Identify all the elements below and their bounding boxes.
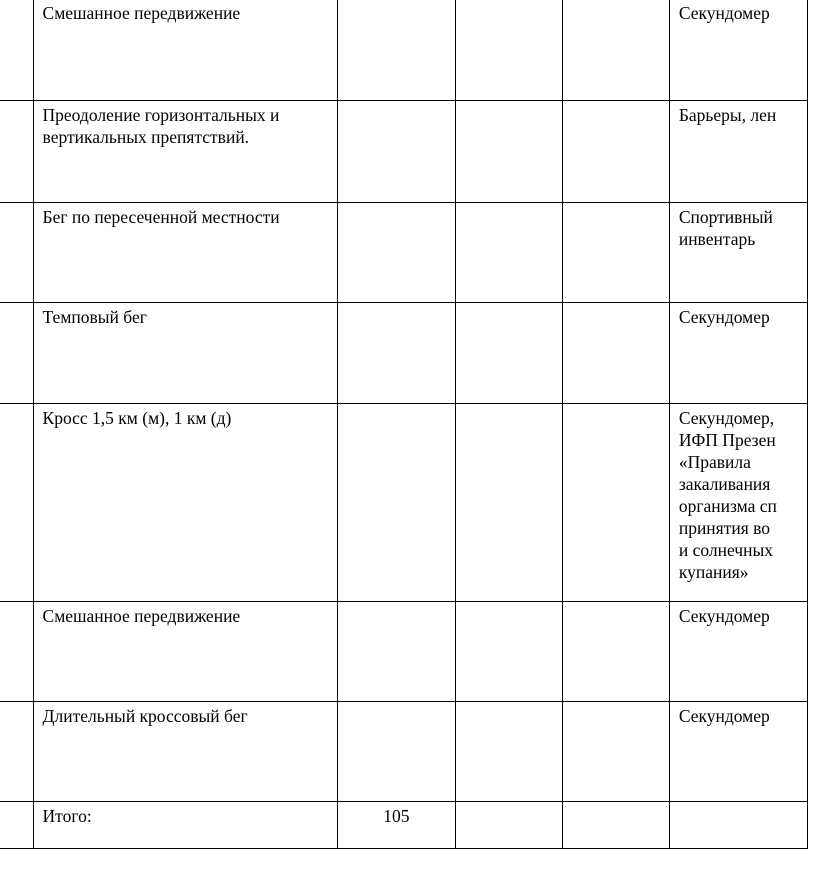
hours-cell [337,0,455,101]
index-cell [0,303,33,404]
empty-cell [563,101,669,203]
empty-cell [563,602,669,702]
table-row [0,0,808,101]
empty-cell [456,602,563,702]
topic-cell: Кросс 1,5 км (м), 1 км (д) [33,404,337,602]
empty-cell [456,404,563,602]
index-cell [0,0,33,101]
empty-cell [456,0,563,101]
hours-cell [337,602,455,702]
topic-cell: Длительный кроссовый бег [33,702,337,802]
hours-cell [337,303,455,404]
equipment-cell: Секундомер [669,702,807,802]
empty-cell [563,303,669,404]
equipment-cell: Секундомер, ИФП Презен «Правила закаливания организма сп принятия во и солнечных купания» [669,404,807,602]
table-row [0,101,808,203]
topic-cell: Темповый бег [33,303,337,404]
equipment-cell: Секундомер [669,0,807,101]
hours-cell [337,101,455,203]
total-hours-cell: 105 [337,802,455,849]
table-row [0,404,808,602]
total-label-cell: Итого: [33,802,337,849]
total-equipment-cell [669,802,807,849]
empty-cell [563,203,669,303]
table-row [0,303,808,404]
topic-cell: Бег по пересеченной местности [33,203,337,303]
topic-cell: Смешанное передвижение [33,0,337,101]
index-cell [0,702,33,802]
equipment-cell: Спортивный инвентарь [669,203,807,303]
equipment-cell: Барьеры, лен [669,101,807,203]
index-cell [0,203,33,303]
empty-cell [456,702,563,802]
table-row [0,203,808,303]
empty-cell [456,101,563,203]
hours-cell [337,404,455,602]
index-cell [0,602,33,702]
empty-cell [563,404,669,602]
table-row [0,702,808,802]
topic-cell: Смешанное передвижение [33,602,337,702]
hours-cell [337,702,455,802]
index-cell [0,101,33,203]
table-row [0,602,808,702]
empty-cell [456,802,563,849]
table-total-row [0,802,808,849]
empty-cell [563,702,669,802]
topic-cell: Преодоление горизонтальных и вертикальных препятствий. [33,101,337,203]
empty-cell [563,802,669,849]
hours-cell [337,203,455,303]
empty-cell [456,203,563,303]
index-cell [0,802,33,849]
index-cell [0,404,33,602]
equipment-cell: Секундомер [669,602,807,702]
empty-cell [456,303,563,404]
equipment-cell: Секундомер [669,303,807,404]
empty-cell [563,0,669,101]
